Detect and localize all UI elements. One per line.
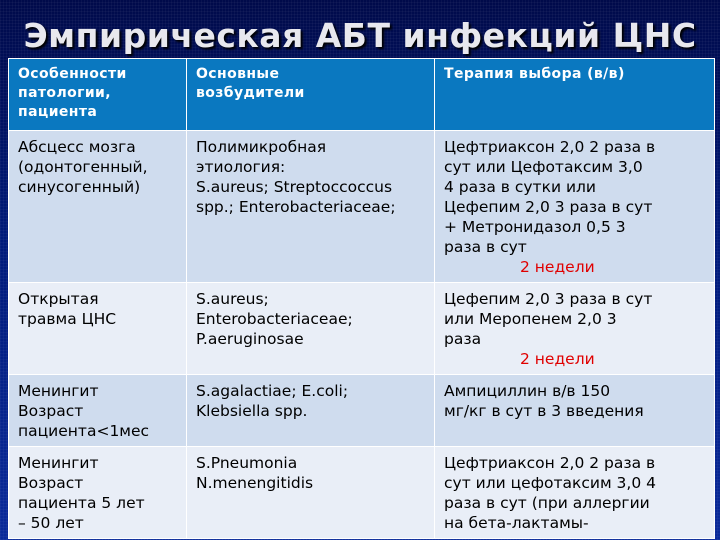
table-row bbox=[9, 447, 715, 539]
cell-pathogens: S.Pneumonia N.menengitidis bbox=[187, 447, 435, 539]
cell-patient-features: Менингит Возраст пациента<1мес bbox=[9, 375, 187, 447]
cell-pathogens: S.agalactiae; E.coli; Klebsiella spp. bbox=[187, 375, 435, 447]
table-row bbox=[9, 131, 715, 283]
table-header-row bbox=[9, 59, 715, 131]
cell-pathogens: Полимикробная этиология: S.aureus; Streptoccoccus spp.; Enterobacteriaceae; bbox=[187, 131, 435, 283]
cell-therapy: Цефтриаксон 2,0 2 раза в сут или Цефотаксим 3,0 4 раза в сутки или Цефепим 2,0 3 раза в сут + Метронидазол 0,5 3 раза в сут 2 недели bbox=[435, 131, 715, 283]
treatment-duration: 2 недели bbox=[520, 350, 595, 368]
cell-patient-features: Менингит Возраст пациента 5 лет – 50 лет bbox=[9, 447, 187, 539]
therapy-table bbox=[8, 58, 715, 539]
treatment-duration: 2 недели bbox=[520, 258, 595, 276]
cell-therapy: Ампициллин в/в 150 мг/кг в сут в 3 введения bbox=[435, 375, 715, 447]
table-row bbox=[9, 375, 715, 447]
header-pathogens: Основные возбудители bbox=[187, 59, 435, 131]
slide-title: Эмпирическая АБТ инфекций ЦНС bbox=[23, 16, 697, 55]
cell-pathogens: S.aureus; Enterobacteriaceae; P.aeruginosae bbox=[187, 283, 435, 375]
table-row bbox=[9, 283, 715, 375]
cell-therapy: Цефтриаксон 2,0 2 раза в сут или цефотаксим 3,0 4 раза в сут (при аллергии на бета-лактамы- bbox=[435, 447, 715, 539]
header-patient-features: Особенности патологии, пациента bbox=[9, 59, 187, 131]
cell-patient-features: Абсцесс мозга (одонтогенный, синусогенный) bbox=[9, 131, 187, 283]
cell-therapy: Цефепим 2,0 3 раза в сут или Меропенем 2,0 3 раза 2 недели bbox=[435, 283, 715, 375]
therapy-table-container bbox=[8, 58, 714, 539]
header-therapy: Терапия выбора (в/в) bbox=[435, 59, 715, 131]
cell-patient-features: Открытая травма ЦНС bbox=[9, 283, 187, 375]
